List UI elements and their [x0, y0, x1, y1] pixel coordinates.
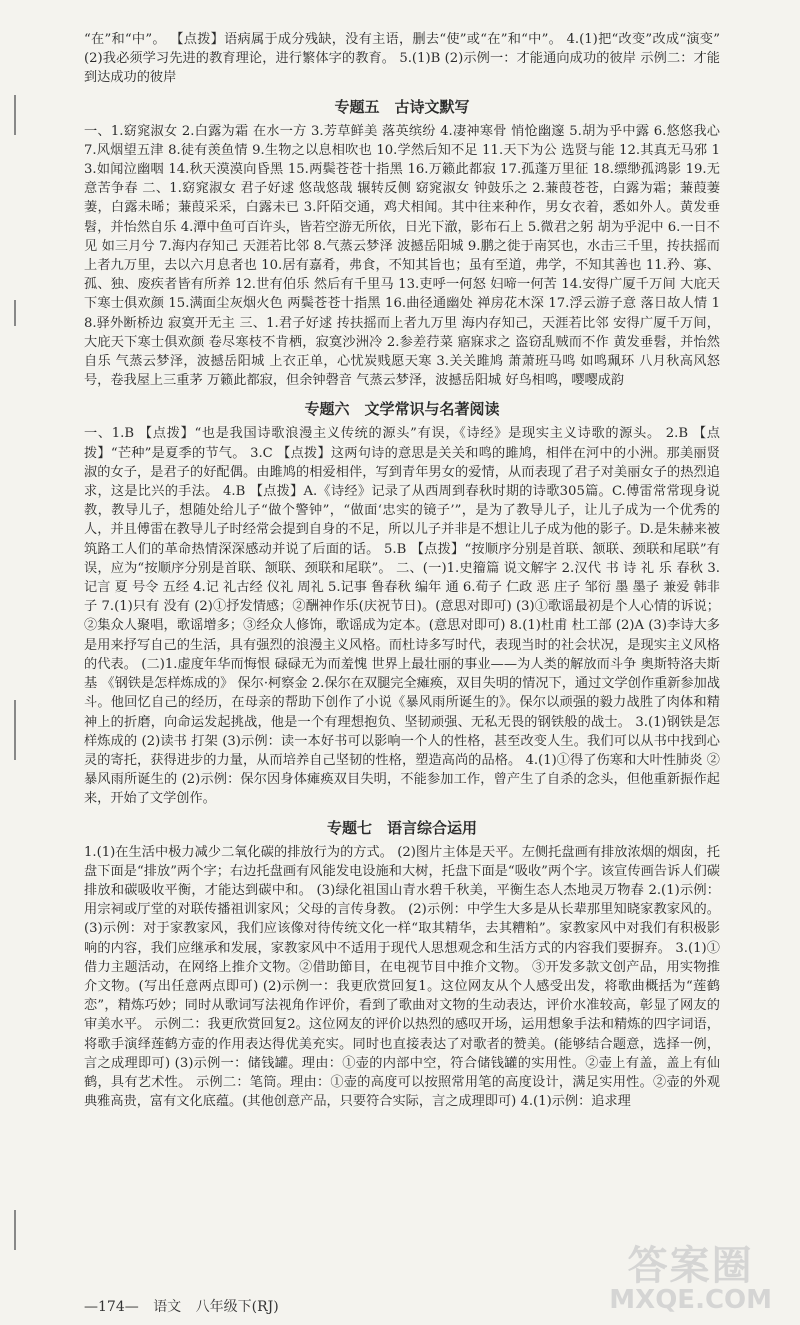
section-title-5: 专题五 古诗文默写 — [334, 97, 470, 116]
section-title-6: 专题六 文学常识与名著阅读 — [304, 400, 500, 419]
site-watermark — [609, 1234, 772, 1315]
section-text-6: 一、1.B 【点拨】“也是我国诗歌浪漫主义传统的源头”有误，《诗经》是现实主义诗歌的源头。 2.B 【点拨】“芒种”是夏季的节气。 3.C 【点拨】这两句诗的意思是关关和鸣的雎鸠，相伴在河中的小洲。那美丽贤淑的女子，是君子的好配偶。由雎鸠的相爱相伴，写到青年男女的爱情，从而表现了君子对美丽女子的热烈追求，这是比兴的手法。 4.B 【点拨】A.《诗经》记录了从西周到春秋时期的诗歌305篇。C.傅雷常常现身说教，教导儿子，想随处给儿子“做个警钟”，“做面‘忠实的镜子’”，是为了教导儿子，让儿子成为一个优秀的人，并且傅雷在教导儿子时经常会提到自身的不足，所以儿子并非是不想让儿子成为他的影子。D.是朱赫来被筑路工人们的革命热情深深感动并说了后面的话。 5.B 【点拨】“按顺序分别是首联、颔联、颈联和尾联”有误，应为“按顺序分别是首联、颔联、颈联和尾联”。 二、(一)1.史籀篇 说文解字 2.汉代 书 诗 礼 乐 春秋 3.记言 夏 号令 五经 4.记 礼古经 仪礼 周礼 5.记事 鲁春秋 编年 通 6.荀子 仁政 恶 庄子 邹衍 墨 墨子 兼爱 韩非子 7.(1)只有 没有 (2)①抒发情感；②酬神作乐(庆祝节日)。(意思对即可) (3)①歌谣最初是个人心情的诉说；②集众人聚唱，歌谣增多；③经众人修饰，歌谣成为定本。(意思对即可) 8.(1)杜甫 杜工部 (2)A (3)李诗大多是用来抒写自己的生活，具有强烈的浪漫主义风格。而杜诗多写时代，表现当时的社会状况，是现实主义风格的代表。 (二)1.虚度年华而悔恨 碌碌无为而羞愧 世界上最壮丽的事业——为人类的解放而斗争 奥斯特洛夫斯基 《钢铁是怎样炼成的》 保尔·柯察金 2.保尔在双腿完全瘫痪，双目失明的情况下，通过文学创作重新参加战斗。他回忆自己的经历，在母亲的帮助下创作了小说《暴风雨所诞生的》。保尔以顽强的毅力战胜了肉体和精神上的折磨，向命运发起挑战，他是一个有理想抱负、坚韧顽强、无私无畏的钢铁般的战士。 3.(1)钢铁是怎样炼成的 (2)读书 打架 (3)示例：读一本好书可以影响一个人的性格，甚至改变人生。我们可以从书中找到心灵的寄托，获得进步的力量，从而培养自己坚韧的性格，塑造高尚的品格。 4.(1)①得了伤寒和大叶性肺炎 ②暴风雨所诞生的 (2)示例：保尔因身体瘫痪双目失明，不能参加工作，曾产生了自杀的念头，但他重新振作起来，开始了文学创作。 — [84, 426, 720, 807]
page-footer — [84, 1296, 289, 1316]
section-text-7: 1.(1)在生活中极力减少二氧化碳的排放行为的方式。 (2)图片主体是天平。左侧托盘画有排放浓烟的烟囱，托盘下面是“排放”两个字；右边托盘画有风能发电设施和大树，托盘下面是“吸收”两个字。该宣传画告诉人们碳排放和碳吸收平衡，才能达到碳中和。 (3)绿化祖国山青水碧千秋美，平衡生态人杰地灵万物春 2.(1)示例：用宗祠或厅堂的对联传播祖训家风；父母的言传身教。 (2)示例：中学生大多是从长辈那里知晓家教家风的。 (3)示例：对于家教家风，我们应该像对待传统文化一样“取其精华，去其糟粕”。家教家风中对我们有积极影响的内容，我们应继承和发展，家教家风中不适用于现代人思想观念和生活方式的内容我们要摒弃。 3.(1)①借力主题活动，在网络上推介文物。②借助節目，在电视节目中推介文物。 ③开发多款文创产品，用实物推介文物。(写出任意两点即可) (2)示例一：我更欣赏回复1。这位网友从个人感受出发，将歌曲概括为“莲鹤恋”，精炼巧妙；同时从歌词写法视角作评价，看到了歌曲对文物的生动表达，评价水准较高，彰显了网友的审美水平。 示例二：我更欣赏回复2。这位网友的评价以热烈的感叹开场，运用想象手法和精炼的四字词语，将歌手演绎莲鹤方壶的作用表达得优美充实。同时也直接表达了对歌者的赞美。(能够结合题意，选择一例，言之成理即可) (3)示例一：储钱罐。理由：①壶的内部中空，符合储钱罐的实用性。②壶上有盖，盖上有仙鹤，具有艺术性。 示例二：笔筒。理由：①壶的高度可以按照常用笔的高度设计，满足实用性。②壶的外观典雅高贵，富有文化底蕴。(其他创意产品，只要符合实际，言之成理即可) 4.(1)示例：追求理 — [84, 844, 720, 1110]
page-number: —174— — [84, 1299, 139, 1315]
intro-paragraph: “在”和“中”。 【点拨】语病属于成分残缺，没有主语，删去“使”或“在”和“中”。 4.(1)把“改变”改成“演变” (2)我必须学习先进的教育理论，进行繁体字的教育。 5.(1)B (2)示例一：才能通向成功的彼岸 示例二：才能到达成功的彼岸 — [84, 32, 720, 86]
scan-edge-marks — [8, 0, 28, 1325]
watermark-en: MXQE.COM — [609, 1285, 772, 1315]
section-title-7: 专题七 语言综合运用 — [326, 818, 477, 837]
subject-label: 语文 — [153, 1299, 182, 1315]
section-text-5: 一、1.窈窕淑女 2.白露为霜 在水一方 3.芳草鲜美 落英缤纷 4.凄神寒骨 悄怆幽邃 5.胡为乎中露 6.悠悠我心 7.风烟望五津 8.徒有羡鱼情 9.生物之以息相吹也 10.学然后知不足 11.天下为公 选贤与能 12.其真无马邪 13.如闻泣幽咽 14.秋天漠漠向昏黑 15.两鬓苍苍十指黑 16.万籁此都寂 17.孤蓬万里征 18.缥缈孤鸿影 19.无意苦争春 二、1.窈窕淑女 君子好逑 悠哉悠哉 辗转反侧 窈窕淑女 钟鼓乐之 2.蒹葭苍苍，白露为霜；蒹葭萋萋，白露未晞；蒹葭采采，白露未已 3.阡陌交通，鸡犬相闻。其中往来种作，男女衣着，悉如外人。黄发垂髫，并怡然自乐 4.潭中鱼可百许头，皆若空游无所依，日光下澈，影布石上 5.微君之躬 胡为乎泥中 6.一日不见 如三月兮 7.海内存知己 天涯若比邻 8.气蒸云梦泽 波撼岳阳城 9.鹏之徙于南冥也，水击三千里，抟扶摇而上者九万里，去以六月息者也 10.居有嘉肴，弗食，不知其旨也；虽有至道，弗学，不知其善也 11.矜、寡、孤、独、废疾者皆有所养 12.世有伯乐 然后有千里马 13.吏呼一何怒 妇啼一何苦 14.安得广厦千万间 大庇天下寒士俱欢颜 15.满面尘灰烟火色 两鬓苍苍十指黑 16.曲径通幽处 禅房花木深 17.浮云游子意 落日故人情 18.驿外断桥边 寂寞开无主 三、1.君子好逑 抟扶摇而上者九万里 海内存知己，天涯若比邻 安得广厦千万间，大庇天下寒士俱欢颜 卷尽寒枝不肯栖，寂寞沙洲冷 2.参差荇菜 寤寐求之 盗窃乱贼而不作 黄发垂髫，并怡然自乐 气蒸云梦泽，波撼岳阳城 上衣正单，心忧炭贱愿天寒 3.关关雎鸠 萧萧班马鸣 如鸣珮环 八月秋高风怒号，卷我屋上三重茅 万籁此都寂，但余钟磬音 气蒸云梦泽，波撼岳阳城 好鸟相鸣，嘤嘤成韵 — [84, 123, 720, 389]
grade-label: 八年级下(RJ) — [195, 1299, 279, 1315]
answer-page — [84, 30, 720, 1111]
watermark-cn: 答案圈 — [627, 1243, 754, 1289]
